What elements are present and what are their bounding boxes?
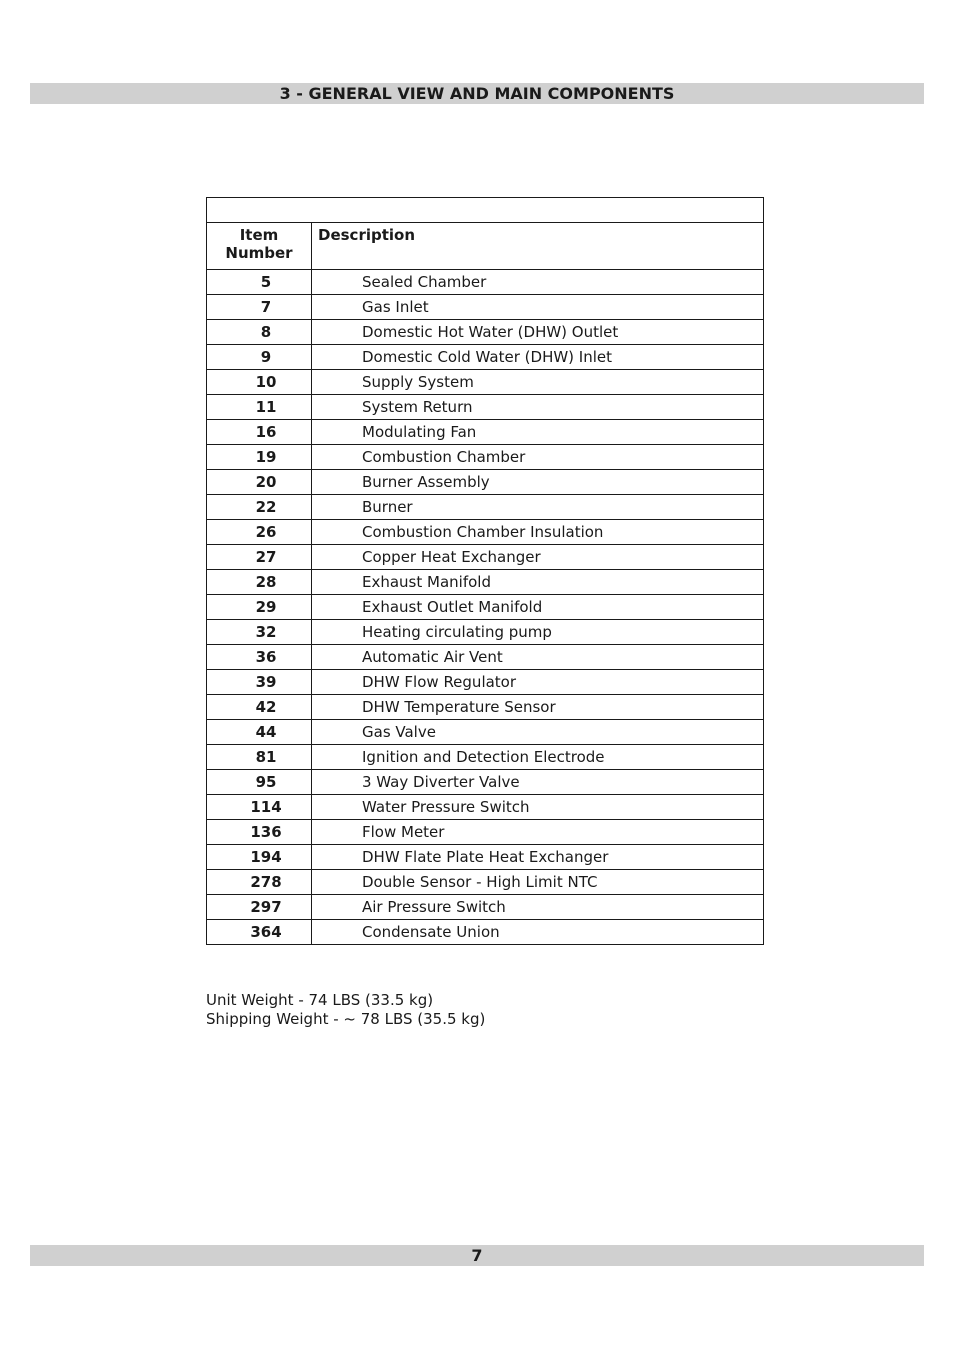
table-row: [207, 320, 764, 345]
item-number-cell: 32: [207, 620, 312, 645]
table-row: [207, 445, 764, 470]
table-row: [207, 420, 764, 445]
item-description-cell: Combustion Chamber: [312, 445, 764, 470]
item-number-header-label: Item Number: [225, 226, 293, 262]
table-row: [207, 495, 764, 520]
item-description-cell: Water Pressure Switch: [312, 795, 764, 820]
table-row: [207, 795, 764, 820]
item-number-cell: 27: [207, 545, 312, 570]
item-number-cell: 95: [207, 770, 312, 795]
item-number-cell: 114: [207, 795, 312, 820]
table-row: [207, 670, 764, 695]
table-row: [207, 920, 764, 945]
item-description-cell: Domestic Hot Water (DHW) Outlet: [312, 320, 764, 345]
item-description-cell: Condensate Union: [312, 920, 764, 945]
item-number-cell: 10: [207, 370, 312, 395]
item-number-cell: 136: [207, 820, 312, 845]
table-row: [207, 820, 764, 845]
table-row: [207, 720, 764, 745]
item-description-cell: Supply System: [312, 370, 764, 395]
item-description-cell: Automatic Air Vent: [312, 645, 764, 670]
item-description-cell: Domestic Cold Water (DHW) Inlet: [312, 345, 764, 370]
table-row: [207, 270, 764, 295]
item-number-cell: 8: [207, 320, 312, 345]
item-number-cell: 16: [207, 420, 312, 445]
table-row: [207, 595, 764, 620]
table-row: [207, 645, 764, 670]
item-description-cell: Combustion Chamber Insulation: [312, 520, 764, 545]
item-number-cell: 22: [207, 495, 312, 520]
item-number-cell: 7: [207, 295, 312, 320]
item-number-cell: 39: [207, 670, 312, 695]
item-number-header: [207, 223, 312, 270]
table-row: [207, 470, 764, 495]
item-description-cell: Exhaust Outlet Manifold: [312, 595, 764, 620]
item-description-cell: Sealed Chamber: [312, 270, 764, 295]
weights-block: [206, 991, 485, 1029]
table-row: [207, 370, 764, 395]
item-number-cell: 9: [207, 345, 312, 370]
item-description-cell: Modulating Fan: [312, 420, 764, 445]
unit-weight: Unit Weight - 74 LBS (33.5 kg): [206, 991, 434, 1009]
item-number-cell: 278: [207, 870, 312, 895]
item-description-cell: Double Sensor - High Limit NTC: [312, 870, 764, 895]
item-number-cell: 36: [207, 645, 312, 670]
description-header: Description: [312, 223, 764, 270]
item-description-cell: DHW Temperature Sensor: [312, 695, 764, 720]
table-row: [207, 345, 764, 370]
shipping-weight: Shipping Weight - ~ 78 LBS (35.5 kg): [206, 1010, 486, 1028]
item-description-cell: Exhaust Manifold: [312, 570, 764, 595]
table-row: [207, 695, 764, 720]
item-description-cell: Flow Meter: [312, 820, 764, 845]
item-number-cell: 81: [207, 745, 312, 770]
item-number-cell: 19: [207, 445, 312, 470]
table-row: [207, 745, 764, 770]
item-number-cell: 194: [207, 845, 312, 870]
item-description-cell: 3 Way Diverter Valve: [312, 770, 764, 795]
table-blank-row: [207, 198, 764, 223]
item-number-cell: 297: [207, 895, 312, 920]
section-title: 3 - GENERAL VIEW AND MAIN COMPONENTS: [30, 83, 924, 104]
table-row: [207, 870, 764, 895]
table-row: [207, 845, 764, 870]
table-row: [207, 620, 764, 645]
item-description-cell: Burner Assembly: [312, 470, 764, 495]
item-description-cell: Copper Heat Exchanger: [312, 545, 764, 570]
table-blank-cell: [207, 198, 764, 223]
item-description-cell: DHW Flate Plate Heat Exchanger: [312, 845, 764, 870]
item-description-cell: Gas Inlet: [312, 295, 764, 320]
item-description-cell: DHW Flow Regulator: [312, 670, 764, 695]
item-number-cell: 26: [207, 520, 312, 545]
item-number-cell: 11: [207, 395, 312, 420]
item-number-cell: 29: [207, 595, 312, 620]
item-number-cell: 20: [207, 470, 312, 495]
item-description-cell: System Return: [312, 395, 764, 420]
table-row: [207, 395, 764, 420]
table-row: [207, 770, 764, 795]
table-row: [207, 570, 764, 595]
item-description-cell: Gas Valve: [312, 720, 764, 745]
table-row: [207, 545, 764, 570]
table-body: [207, 270, 764, 945]
item-number-cell: 44: [207, 720, 312, 745]
item-number-cell: 364: [207, 920, 312, 945]
components-table: [206, 197, 764, 945]
item-number-cell: 42: [207, 695, 312, 720]
item-description-cell: Ignition and Detection Electrode: [312, 745, 764, 770]
components-table-container: [206, 197, 763, 945]
item-description-cell: Air Pressure Switch: [312, 895, 764, 920]
page-number: 7: [30, 1245, 924, 1266]
item-number-cell: 28: [207, 570, 312, 595]
item-description-cell: Burner: [312, 495, 764, 520]
table-row: [207, 895, 764, 920]
table-row: [207, 295, 764, 320]
item-description-cell: Heating circulating pump: [312, 620, 764, 645]
table-row: [207, 520, 764, 545]
table-header-row: [207, 223, 764, 270]
item-number-cell: 5: [207, 270, 312, 295]
